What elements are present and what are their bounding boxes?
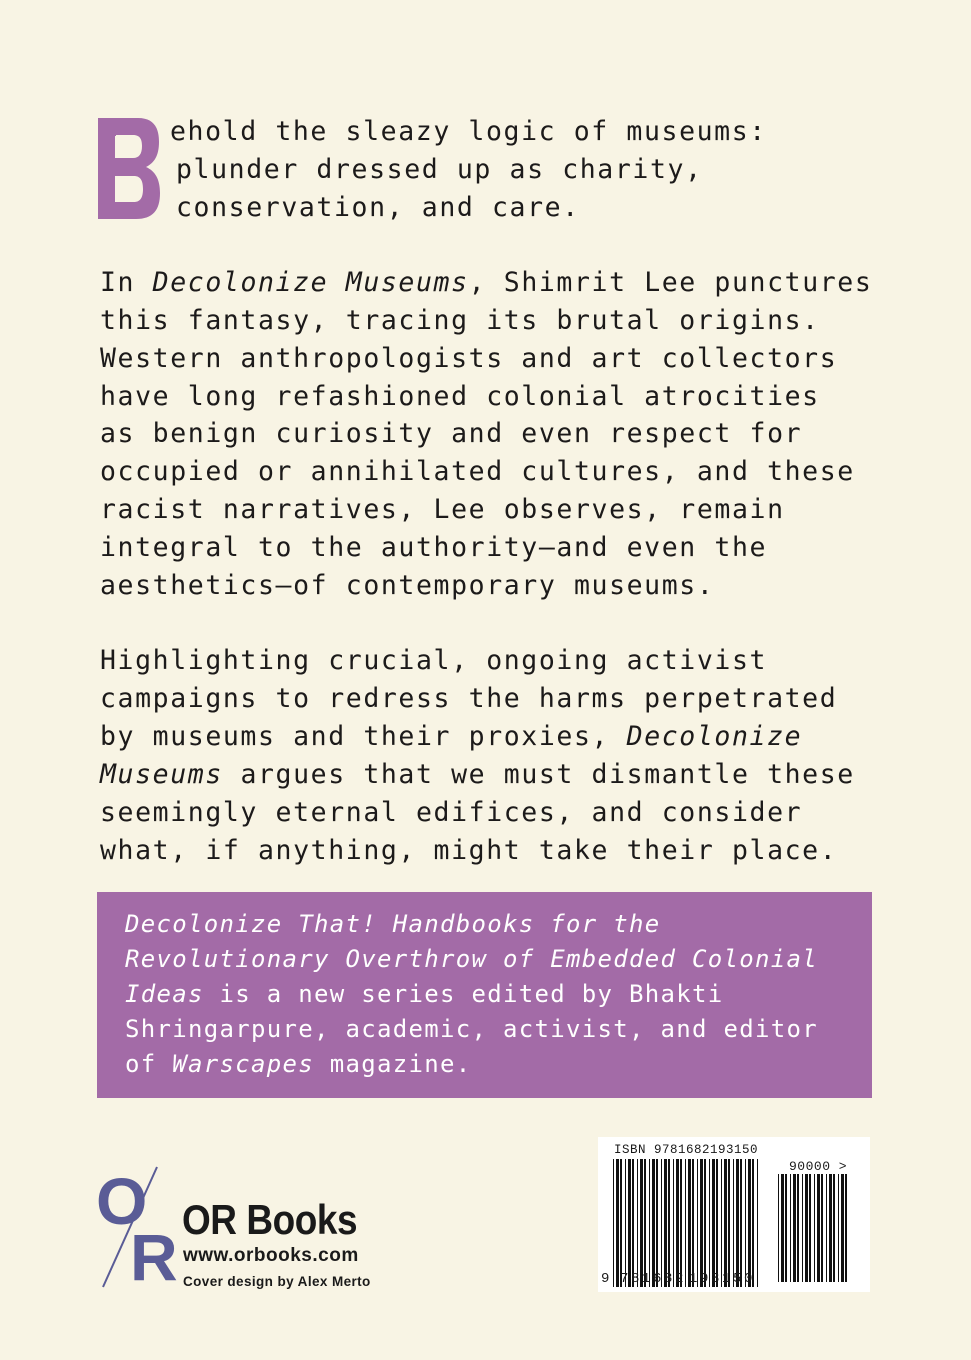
para1-line-5: as benign curiosity and even respect for (100, 418, 803, 449)
barcode-bar (817, 1174, 820, 1282)
series-line-1 (125, 907, 660, 942)
series-text: of (125, 1050, 173, 1078)
price-code: 90000 > (789, 1159, 848, 1174)
barcode-bar (845, 1174, 847, 1282)
barcode-bar (680, 1159, 682, 1287)
barcode-bar (814, 1174, 815, 1282)
isbn-label: ISBN 9781682193150 (614, 1143, 759, 1157)
para2-line-2: campaigns to redress the harms perpetrated (100, 683, 838, 714)
barcode-bar (688, 1159, 691, 1287)
para1-line-4: have long refashioned colonial atrocities (100, 381, 820, 412)
magazine-title: Warscapes (172, 1050, 314, 1078)
logo-letter-o: O (96, 1164, 148, 1238)
para1-line-9: aesthetics—of contemporary museums. (100, 570, 715, 601)
barcode-bar (712, 1159, 715, 1287)
barcode-bar (805, 1174, 808, 1282)
para2-line-6: what, if anything, might take their place. (100, 835, 838, 866)
para1-line-1 (100, 264, 872, 302)
barcode-bar (838, 1174, 839, 1282)
para1-line-6: occupied or annihilated cultures, and these (100, 456, 855, 487)
intro-line-2: plunder dressed up as charity, (176, 154, 703, 185)
barcode-bar (700, 1159, 703, 1287)
logo-letter-r: R (130, 1220, 178, 1294)
barcode-bar (620, 1159, 622, 1287)
para2-text: by museums and their proxies, (100, 721, 627, 752)
series-title: Decolonize That! Handbooks for the (125, 910, 661, 938)
barcode-bar (661, 1159, 662, 1287)
barcode-bar (716, 1159, 718, 1287)
barcode-bar (728, 1159, 730, 1287)
barcode-bar (637, 1159, 638, 1287)
book-title: Decolonize (626, 721, 803, 752)
series-description-box (97, 892, 872, 1098)
isbn-barcode (598, 1137, 870, 1292)
cover-design-credit: Cover design by Alex Merto (183, 1274, 371, 1289)
barcode-bar (664, 1159, 667, 1287)
book-title: Decolonize Museums (152, 267, 469, 298)
barcode-bar (709, 1159, 710, 1287)
barcode-bar (676, 1159, 679, 1287)
para2-line-1: Highlighting crucial, ongoing activist (100, 645, 768, 676)
barcode-bar (697, 1159, 698, 1287)
barcode-bar (778, 1174, 779, 1282)
barcode-bar (685, 1159, 686, 1287)
para2-text: argues that we must dismantle these (222, 759, 855, 790)
barcode-bar (673, 1159, 674, 1287)
barcode-bar (841, 1174, 844, 1282)
barcode-bar (809, 1174, 811, 1282)
barcode-bar (632, 1159, 634, 1287)
book-title: Museums (100, 759, 223, 790)
publisher-name: OR Books (182, 1196, 358, 1243)
barcode-bar (625, 1159, 626, 1287)
series-line-3 (125, 977, 723, 1012)
series-text: magazine. (314, 1050, 472, 1078)
series-text: is a new series edited by Bhakti (203, 980, 724, 1008)
barcode-bar (826, 1174, 827, 1282)
barcode-bar (640, 1159, 643, 1287)
para1-line-2: this fantasy, tracing its brutal origins. (100, 305, 820, 336)
barcode-bar (733, 1159, 734, 1287)
barcode-bars (598, 1137, 870, 1292)
barcode-bar (652, 1159, 655, 1287)
barcode-digits-left: 781682 (620, 1271, 687, 1287)
barcode-bar (748, 1159, 751, 1287)
para1-line-7: racist narratives, Lee observes, remain (100, 494, 785, 525)
series-line-4: Shringarpure, academic, activist, and editor (125, 1015, 818, 1043)
barcode-bar (757, 1159, 758, 1287)
barcode-bar (802, 1174, 803, 1282)
barcode-bar (752, 1159, 754, 1287)
barcode-bar (704, 1159, 706, 1287)
para1-text: In (100, 267, 153, 298)
para1-line-8: integral to the authority—and even the (100, 532, 768, 563)
barcode-bar (628, 1159, 631, 1287)
series-title: Revolutionary Overthrow of Embedded Colonial (125, 945, 818, 973)
publisher-url: www.orbooks.com (183, 1245, 359, 1266)
barcode-bar (793, 1174, 796, 1282)
para2-line-3 (100, 718, 802, 756)
para2-line-4 (100, 756, 855, 794)
barcode-bar (790, 1174, 791, 1282)
barcode-bar (745, 1159, 746, 1287)
intro-line-3: conservation, and care. (176, 192, 580, 223)
series-line-2 (125, 942, 818, 977)
para2-line-5: seemingly eternal edifices, and consider (100, 797, 803, 828)
barcode-bar (724, 1159, 727, 1287)
barcode-bar (740, 1159, 742, 1287)
barcode-bar (821, 1174, 823, 1282)
barcode-bar (616, 1159, 618, 1287)
barcode-bar (649, 1159, 650, 1287)
barcode-digit-first: 9 (601, 1271, 610, 1287)
barcode-bar (692, 1159, 694, 1287)
intro-line-1: ehold the sleazy logic of museums: (170, 116, 767, 147)
barcode-bar (833, 1174, 835, 1282)
barcode-digits-right: 193150 (689, 1271, 756, 1287)
barcode-bar (797, 1174, 799, 1282)
drop-cap-b (98, 118, 160, 219)
barcode-bar (736, 1159, 739, 1287)
barcode-bar (781, 1174, 784, 1282)
series-line-5 (125, 1047, 472, 1082)
barcode-bar (829, 1174, 832, 1282)
barcode-bar (644, 1159, 646, 1287)
para1-text: , Shimrit Lee punctures (468, 267, 873, 298)
barcode-bar (656, 1159, 658, 1287)
para1-line-3: Western anthropologists and art collectors (100, 343, 838, 374)
barcode-bar (613, 1159, 614, 1287)
barcode-bar (785, 1174, 787, 1282)
series-title: Ideas (125, 980, 204, 1008)
barcode-bar (721, 1159, 722, 1287)
barcode-bar (668, 1159, 670, 1287)
